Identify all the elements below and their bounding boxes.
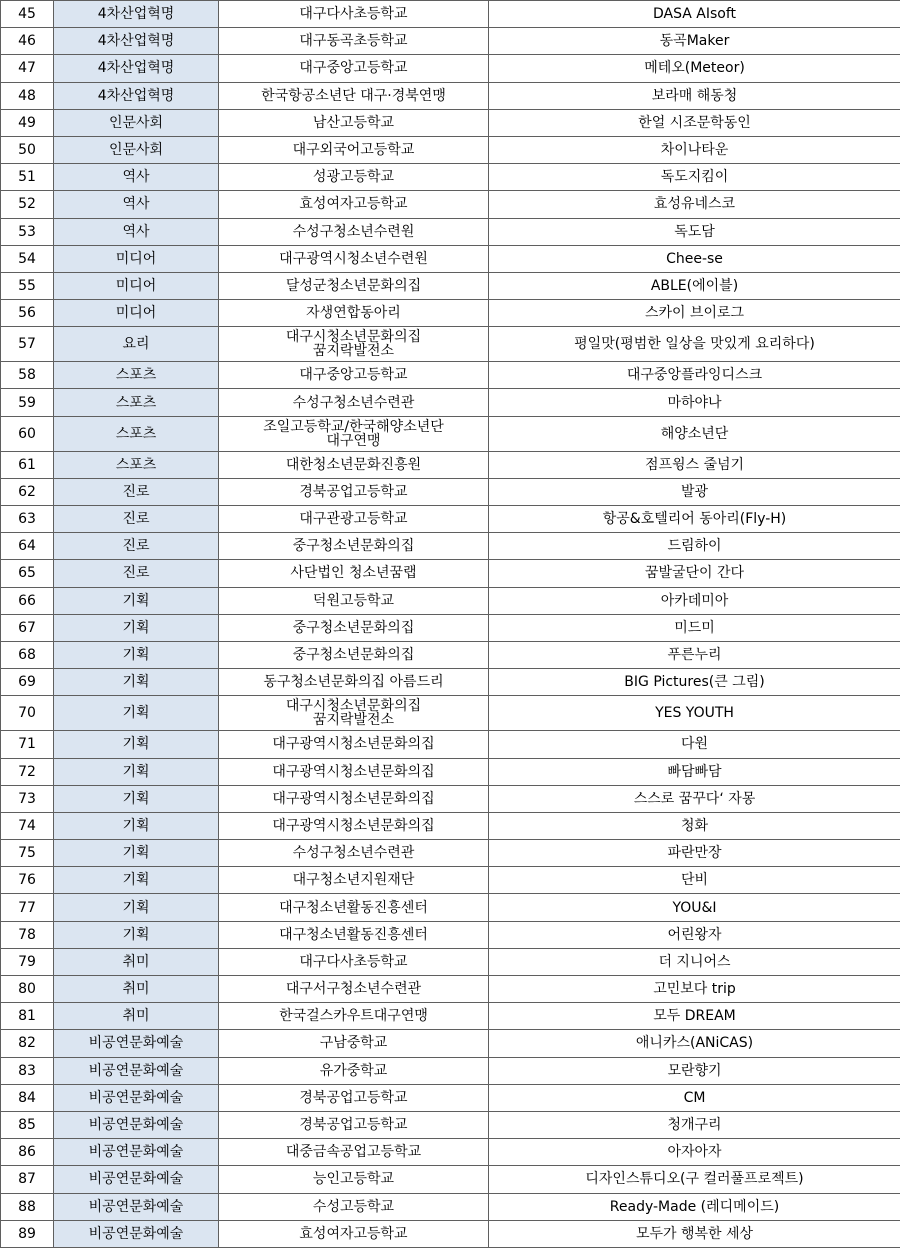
- table-row: [1, 921, 900, 948]
- category-cell: 역사: [54, 164, 219, 191]
- organization-cell: 대중금속공업고등학교: [219, 1139, 489, 1166]
- table-row: [1, 28, 900, 55]
- table-row: [1, 1220, 900, 1247]
- club-name-cell: 독도담: [489, 218, 900, 245]
- category-cell: 취미: [54, 976, 219, 1003]
- organization-cell: 자생연합동아리: [219, 300, 489, 327]
- row-number-cell: 49: [1, 109, 54, 136]
- club-name-cell: 아자아자: [489, 1139, 900, 1166]
- category-cell: 스포츠: [54, 451, 219, 478]
- organization-cell: 동구청소년문화의집 아름드리: [219, 669, 489, 696]
- table-row: [1, 451, 900, 478]
- organization-cell: 남산고등학교: [219, 109, 489, 136]
- category-cell: 진로: [54, 560, 219, 587]
- row-number-cell: 68: [1, 641, 54, 668]
- table-row: [1, 696, 900, 731]
- row-number-cell: 84: [1, 1084, 54, 1111]
- club-name-cell: 더 지니어스: [489, 948, 900, 975]
- row-number-cell: 71: [1, 731, 54, 758]
- table-row: [1, 389, 900, 416]
- organization-cell: 대구관광고등학교: [219, 506, 489, 533]
- club-name-cell: ABLE(에이블): [489, 272, 900, 299]
- club-name-cell: 점프윙스 줄넘기: [489, 451, 900, 478]
- organization-cell: 대구광역시청소년문화의집: [219, 785, 489, 812]
- category-cell: 진로: [54, 533, 219, 560]
- table-row: [1, 218, 900, 245]
- organization-cell: 효성여자고등학교: [219, 1220, 489, 1247]
- table-row: [1, 164, 900, 191]
- club-name-cell: 마하야나: [489, 389, 900, 416]
- category-cell: 기획: [54, 669, 219, 696]
- category-cell: 기획: [54, 614, 219, 641]
- table-row: [1, 300, 900, 327]
- club-name-cell: 고민보다 trip: [489, 976, 900, 1003]
- category-cell: 진로: [54, 478, 219, 505]
- category-cell: 비공연문화예술: [54, 1084, 219, 1111]
- club-name-cell: Ready-Made (레디메이드): [489, 1193, 900, 1220]
- category-cell: 기획: [54, 587, 219, 614]
- club-name-cell: BIG Pictures(큰 그림): [489, 669, 900, 696]
- row-number-cell: 67: [1, 614, 54, 641]
- row-number-cell: 55: [1, 272, 54, 299]
- category-cell: 기획: [54, 840, 219, 867]
- row-number-cell: 50: [1, 136, 54, 163]
- row-number-cell: 63: [1, 506, 54, 533]
- organization-cell: 대구중앙고등학교: [219, 362, 489, 389]
- table-row: [1, 560, 900, 587]
- organization-cell: 효성여자고등학교: [219, 191, 489, 218]
- category-cell: 인문사회: [54, 136, 219, 163]
- category-cell: 기획: [54, 641, 219, 668]
- row-number-cell: 86: [1, 1139, 54, 1166]
- table-row: [1, 362, 900, 389]
- row-number-cell: 57: [1, 327, 54, 362]
- category-cell: 비공연문화예술: [54, 1193, 219, 1220]
- row-number-cell: 76: [1, 867, 54, 894]
- organization-cell: [219, 327, 489, 362]
- table-row: [1, 82, 900, 109]
- table-row: [1, 587, 900, 614]
- club-name-cell: 차이나타운: [489, 136, 900, 163]
- table-row: [1, 109, 900, 136]
- organization-cell: 대구외국어고등학교: [219, 136, 489, 163]
- category-cell: 4차산업혁명: [54, 28, 219, 55]
- category-cell: 미디어: [54, 272, 219, 299]
- table-row: [1, 1, 900, 28]
- category-cell: 비공연문화예술: [54, 1220, 219, 1247]
- organization-line: 대구시청소년문화의집: [285, 329, 422, 346]
- organization-cell: 경북공업고등학교: [219, 478, 489, 505]
- organization-cell: 중구청소년문화의집: [219, 614, 489, 641]
- table-row: [1, 245, 900, 272]
- organization-line: 조일고등학교/한국해양소년단: [263, 418, 444, 435]
- row-number-cell: 79: [1, 948, 54, 975]
- category-cell: 4차산업혁명: [54, 1, 219, 28]
- organization-cell: 대구광역시청소년문화의집: [219, 758, 489, 785]
- organization-cell: 구남중학교: [219, 1030, 489, 1057]
- club-name-cell: 메테오(Meteor): [489, 55, 900, 82]
- row-number-cell: 82: [1, 1030, 54, 1057]
- organization-line: 대구시청소년문화의집: [285, 698, 422, 715]
- category-cell: 비공연문화예술: [54, 1057, 219, 1084]
- club-name-cell: 발광: [489, 478, 900, 505]
- organization-cell: 유가중학교: [219, 1057, 489, 1084]
- row-number-cell: 70: [1, 696, 54, 731]
- organization-line: 꿈지락발전소: [312, 712, 395, 729]
- club-name-cell: 대구중앙플라잉디스크: [489, 362, 900, 389]
- category-cell: 기획: [54, 731, 219, 758]
- organization-cell: 대구다사초등학교: [219, 948, 489, 975]
- row-number-cell: 85: [1, 1111, 54, 1138]
- category-cell: 4차산업혁명: [54, 55, 219, 82]
- organization-cell: 한국걸스카우트대구연맹: [219, 1003, 489, 1030]
- club-name-cell: 꿈발굴단이 간다: [489, 560, 900, 587]
- table-row: [1, 948, 900, 975]
- category-cell: 역사: [54, 191, 219, 218]
- organization-cell: 대구광역시청소년문화의집: [219, 812, 489, 839]
- category-cell: 미디어: [54, 300, 219, 327]
- club-name-cell: DASA AIsoft: [489, 1, 900, 28]
- club-name-cell: 모두가 행복한 세상: [489, 1220, 900, 1247]
- organization-cell: [219, 416, 489, 451]
- category-cell: 기획: [54, 867, 219, 894]
- table-row: [1, 1084, 900, 1111]
- row-number-cell: 73: [1, 785, 54, 812]
- table-row: [1, 327, 900, 362]
- row-number-cell: 80: [1, 976, 54, 1003]
- row-number-cell: 66: [1, 587, 54, 614]
- club-name-cell: 모두 DREAM: [489, 1003, 900, 1030]
- row-number-cell: 81: [1, 1003, 54, 1030]
- table-row: [1, 533, 900, 560]
- table-row: [1, 758, 900, 785]
- table-row: [1, 840, 900, 867]
- club-name-cell: 평일맛(평범한 일상을 맛있게 요리하다): [489, 327, 900, 362]
- club-name-cell: YOU&I: [489, 894, 900, 921]
- row-number-cell: 89: [1, 1220, 54, 1247]
- category-cell: 기획: [54, 696, 219, 731]
- category-cell: 취미: [54, 948, 219, 975]
- club-name-cell: Chee-se: [489, 245, 900, 272]
- category-cell: 스포츠: [54, 389, 219, 416]
- row-number-cell: 75: [1, 840, 54, 867]
- row-number-cell: 74: [1, 812, 54, 839]
- organization-cell: 수성구청소년수련관: [219, 389, 489, 416]
- table-row: [1, 785, 900, 812]
- category-cell: 기획: [54, 921, 219, 948]
- row-number-cell: 78: [1, 921, 54, 948]
- row-number-cell: 52: [1, 191, 54, 218]
- club-name-cell: 디자인스튜디오(구 컬러풀프로젝트): [489, 1166, 900, 1193]
- row-number-cell: 72: [1, 758, 54, 785]
- table-row: [1, 506, 900, 533]
- table-row: [1, 1139, 900, 1166]
- club-name-cell: 아카데미아: [489, 587, 900, 614]
- club-name-cell: 스스로 꿈꾸다‘ 자몽: [489, 785, 900, 812]
- organization-cell: 대구서구청소년수련관: [219, 976, 489, 1003]
- category-cell: 스포츠: [54, 416, 219, 451]
- row-number-cell: 60: [1, 416, 54, 451]
- category-cell: 스포츠: [54, 362, 219, 389]
- row-number-cell: 77: [1, 894, 54, 921]
- category-cell: 4차산업혁명: [54, 82, 219, 109]
- organization-cell: 수성구청소년수련원: [219, 218, 489, 245]
- organization-cell: 중구청소년문화의집: [219, 641, 489, 668]
- category-cell: 취미: [54, 1003, 219, 1030]
- organization-line: 대구연맹: [326, 432, 381, 449]
- organization-cell: 덕원고등학교: [219, 587, 489, 614]
- organization-cell: 대구다사초등학교: [219, 1, 489, 28]
- club-name-cell: 미드미: [489, 614, 900, 641]
- club-name-cell: 독도지킴이: [489, 164, 900, 191]
- organization-cell: 대구중앙고등학교: [219, 55, 489, 82]
- table-row: [1, 136, 900, 163]
- club-name-cell: 청개구리: [489, 1111, 900, 1138]
- table-row: [1, 191, 900, 218]
- category-cell: 비공연문화예술: [54, 1111, 219, 1138]
- table-row: [1, 812, 900, 839]
- row-number-cell: 58: [1, 362, 54, 389]
- category-cell: 인문사회: [54, 109, 219, 136]
- table-row: [1, 1030, 900, 1057]
- table-row: [1, 731, 900, 758]
- category-cell: 비공연문화예술: [54, 1166, 219, 1193]
- category-cell: 기획: [54, 758, 219, 785]
- row-number-cell: 48: [1, 82, 54, 109]
- table-row: [1, 1166, 900, 1193]
- club-name-cell: 모란향기: [489, 1057, 900, 1084]
- organization-cell: [219, 696, 489, 731]
- table-row: [1, 55, 900, 82]
- table-row: [1, 867, 900, 894]
- club-name-cell: 항공&호텔리어 동아리(Fly-H): [489, 506, 900, 533]
- organization-cell: 수성구청소년수련관: [219, 840, 489, 867]
- row-number-cell: 65: [1, 560, 54, 587]
- club-name-cell: 스카이 브이로그: [489, 300, 900, 327]
- row-number-cell: 47: [1, 55, 54, 82]
- row-number-cell: 64: [1, 533, 54, 560]
- table-row: [1, 614, 900, 641]
- club-name-cell: 파란만장: [489, 840, 900, 867]
- row-number-cell: 46: [1, 28, 54, 55]
- organization-cell: 수성고등학교: [219, 1193, 489, 1220]
- table-row: [1, 1057, 900, 1084]
- organization-cell: 사단법인 청소년꿈랩: [219, 560, 489, 587]
- organization-cell: 성광고등학교: [219, 164, 489, 191]
- category-cell: 역사: [54, 218, 219, 245]
- club-name-cell: 보라매 해동청: [489, 82, 900, 109]
- row-number-cell: 56: [1, 300, 54, 327]
- row-number-cell: 83: [1, 1057, 54, 1084]
- category-cell: 기획: [54, 894, 219, 921]
- organization-cell: 대구청소년활동진흥센터: [219, 894, 489, 921]
- table-row: [1, 976, 900, 1003]
- table-row: [1, 641, 900, 668]
- row-number-cell: 51: [1, 164, 54, 191]
- organization-cell: 달성군청소년문화의집: [219, 272, 489, 299]
- club-name-cell: 단비: [489, 867, 900, 894]
- organization-cell: 능인고등학교: [219, 1166, 489, 1193]
- club-name-cell: 애니카스(ANiCAS): [489, 1030, 900, 1057]
- table-row: [1, 1193, 900, 1220]
- club-name-cell: 다원: [489, 731, 900, 758]
- club-name-cell: 한얼 시조문학동인: [489, 109, 900, 136]
- row-number-cell: 61: [1, 451, 54, 478]
- category-cell: 비공연문화예술: [54, 1139, 219, 1166]
- organization-cell: 중구청소년문화의집: [219, 533, 489, 560]
- table-row: [1, 272, 900, 299]
- club-name-cell: 어린왕자: [489, 921, 900, 948]
- club-name-cell: 해양소년단: [489, 416, 900, 451]
- table-row: [1, 1003, 900, 1030]
- club-name-cell: CM: [489, 1084, 900, 1111]
- organization-cell: 대구광역시청소년문화의집: [219, 731, 489, 758]
- organization-line: 꿈지락발전소: [312, 343, 395, 360]
- organization-cell: 대구동곡초등학교: [219, 28, 489, 55]
- row-number-cell: 62: [1, 478, 54, 505]
- club-name-cell: 푸른누리: [489, 641, 900, 668]
- table-row: [1, 669, 900, 696]
- table-row: [1, 416, 900, 451]
- club-name-cell: 빠담빠담: [489, 758, 900, 785]
- category-cell: 기획: [54, 812, 219, 839]
- table-row: [1, 478, 900, 505]
- club-name-cell: 청화: [489, 812, 900, 839]
- row-number-cell: 59: [1, 389, 54, 416]
- organization-cell: 대구청소년지원재단: [219, 867, 489, 894]
- club-name-cell: 효성유네스코: [489, 191, 900, 218]
- table-row: [1, 1111, 900, 1138]
- organization-cell: 경북공업고등학교: [219, 1084, 489, 1111]
- category-cell: 진로: [54, 506, 219, 533]
- row-number-cell: 54: [1, 245, 54, 272]
- row-number-cell: 69: [1, 669, 54, 696]
- club-name-cell: YES YOUTH: [489, 696, 900, 731]
- organization-cell: 대구청소년활동진흥센터: [219, 921, 489, 948]
- category-cell: 기획: [54, 785, 219, 812]
- row-number-cell: 45: [1, 1, 54, 28]
- organization-cell: 대한청소년문화진흥원: [219, 451, 489, 478]
- organization-cell: 경북공업고등학교: [219, 1111, 489, 1138]
- organization-cell: 대구광역시청소년수련원: [219, 245, 489, 272]
- category-cell: 비공연문화예술: [54, 1030, 219, 1057]
- table-body: [1, 1, 900, 1248]
- organization-cell: 한국항공소년단 대구·경북연맹: [219, 82, 489, 109]
- category-cell: 미디어: [54, 245, 219, 272]
- club-name-cell: 동곡Maker: [489, 28, 900, 55]
- row-number-cell: 53: [1, 218, 54, 245]
- category-cell: 요리: [54, 327, 219, 362]
- table-row: [1, 894, 900, 921]
- club-name-cell: 드림하이: [489, 533, 900, 560]
- row-number-cell: 87: [1, 1166, 54, 1193]
- row-number-cell: 88: [1, 1193, 54, 1220]
